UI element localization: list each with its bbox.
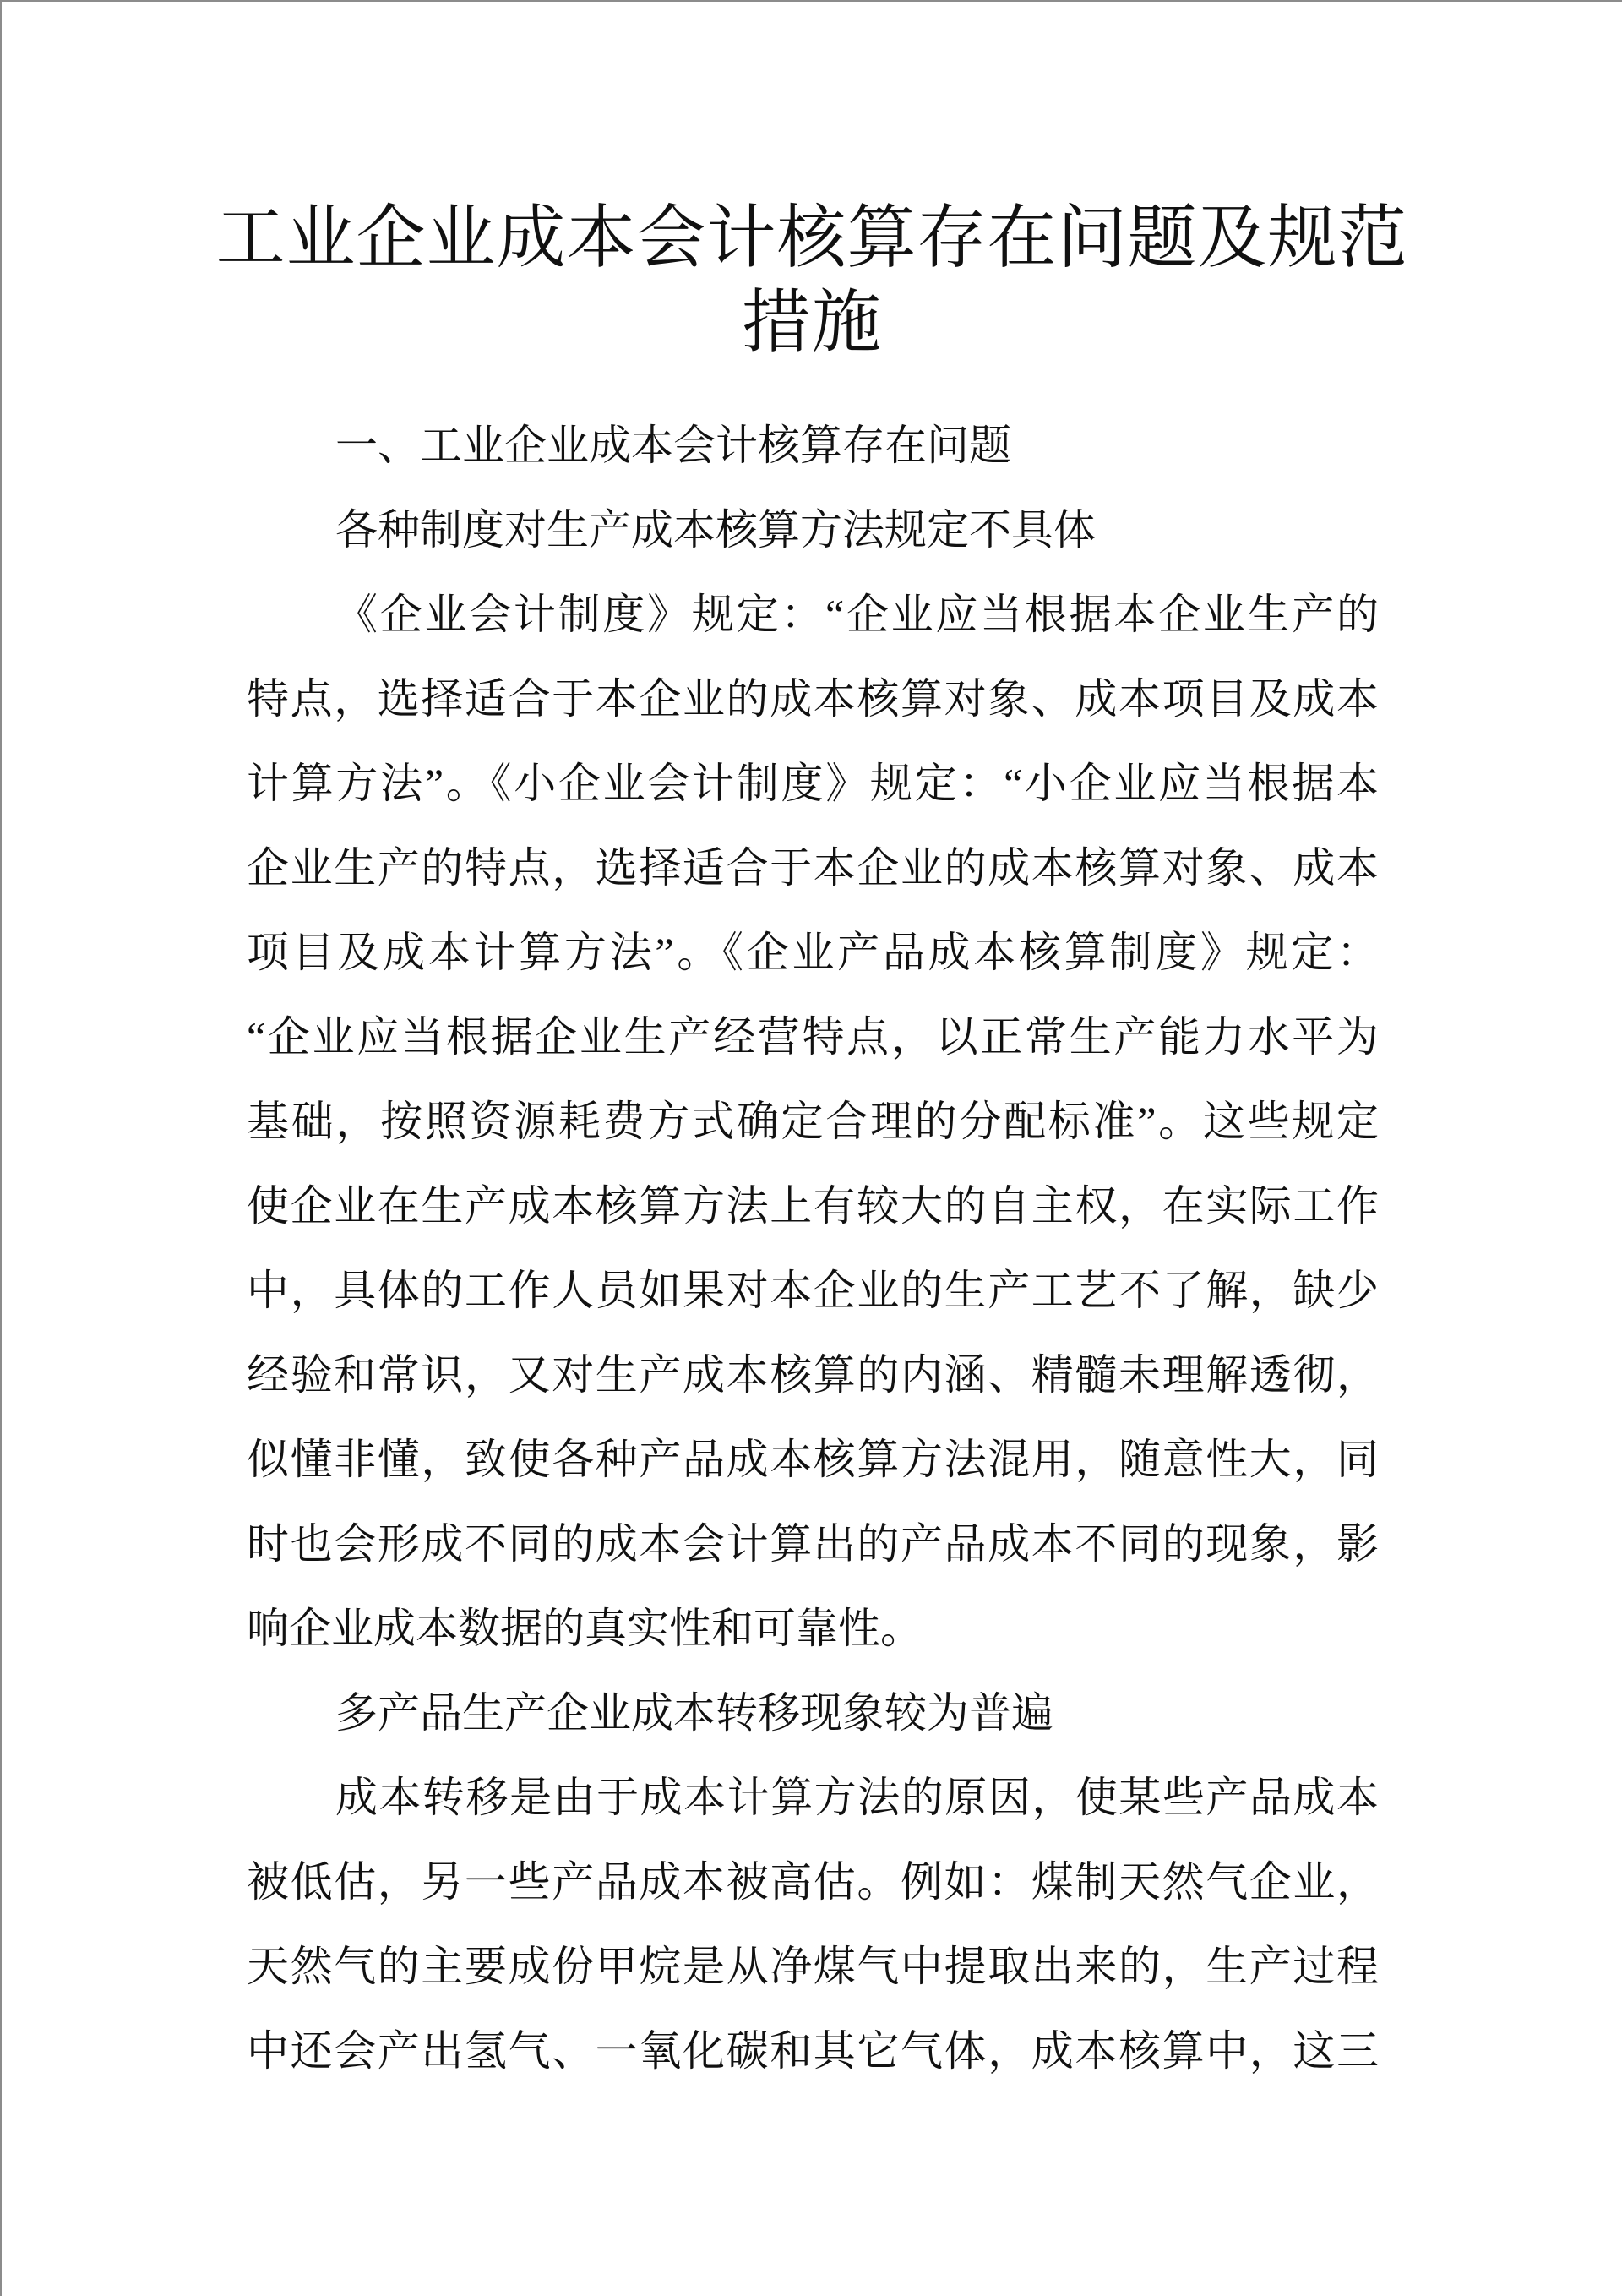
text-line: 中，具体的工作人员如果对本企业的生产工艺不了解，缺少 <box>247 1267 1379 1314</box>
text-line: 基础，按照资源耗费方式确定合理的分配标准”。这些规定 <box>247 1098 1379 1145</box>
text-line: 各种制度对生产成本核算方法规定不具体 <box>335 506 1096 554</box>
document-title <box>2 2 1622 365</box>
text-line: 项目及成本计算方法”。《企业产品成本核算制度》规定： <box>247 929 1379 976</box>
document-body <box>247 403 1379 2093</box>
text-line: 经验和常识，又对生产成本核算的内涵、精髓未理解透彻， <box>247 1351 1379 1399</box>
text-line: 使企业在生产成本核算方法上有较大的自主权，在实际工作 <box>247 1182 1379 1230</box>
text-line: “企业应当根据企业生产经营特点，以正常生产能力水平为 <box>247 1013 1379 1061</box>
text-line: 中还会产出氢气、一氧化碳和其它气体，成本核算中，这三 <box>247 2027 1379 2075</box>
text-line: 时也会形成不同的成本会计算出的产品成本不同的现象，影 <box>247 1520 1379 1568</box>
text-line: 《企业会计制度》规定：“企业应当根据本企业生产的 <box>335 591 1379 638</box>
text-line: 多产品生产企业成本转移现象较为普遍 <box>335 1689 1053 1737</box>
text-line: 响企业成本数据的真实性和可靠性。 <box>247 1605 923 1652</box>
text-line: 计算方法”。《小企业会计制度》规定：“小企业应当根据本 <box>247 760 1379 807</box>
text-line: 成本转移是由于成本计算方法的原因，使某些产品成本 <box>335 1774 1379 1821</box>
text-line: 天然气的主要成份甲烷是从净煤气中提取出来的，生产过程 <box>247 1943 1379 1990</box>
title-line-1: 工业企业成本会计核算存在问题及规范 <box>215 199 1408 276</box>
text-line: 特点，选择适合于本企业的成本核算对象、成本项目及成本 <box>247 675 1379 723</box>
text-line: 似懂非懂，致使各种产品成本核算方法混用，随意性大，同 <box>247 1436 1379 1483</box>
text-line: 被低估，另一些产品成本被高估。例如：煤制天然气企业， <box>247 1858 1379 1906</box>
title-line-2: 措施 <box>741 284 882 361</box>
text-line: 企业生产的特点，选择适合于本企业的成本核算对象、成本 <box>247 844 1379 892</box>
text-line: 一、工业企业成本会计核算存在问题 <box>335 422 1011 469</box>
